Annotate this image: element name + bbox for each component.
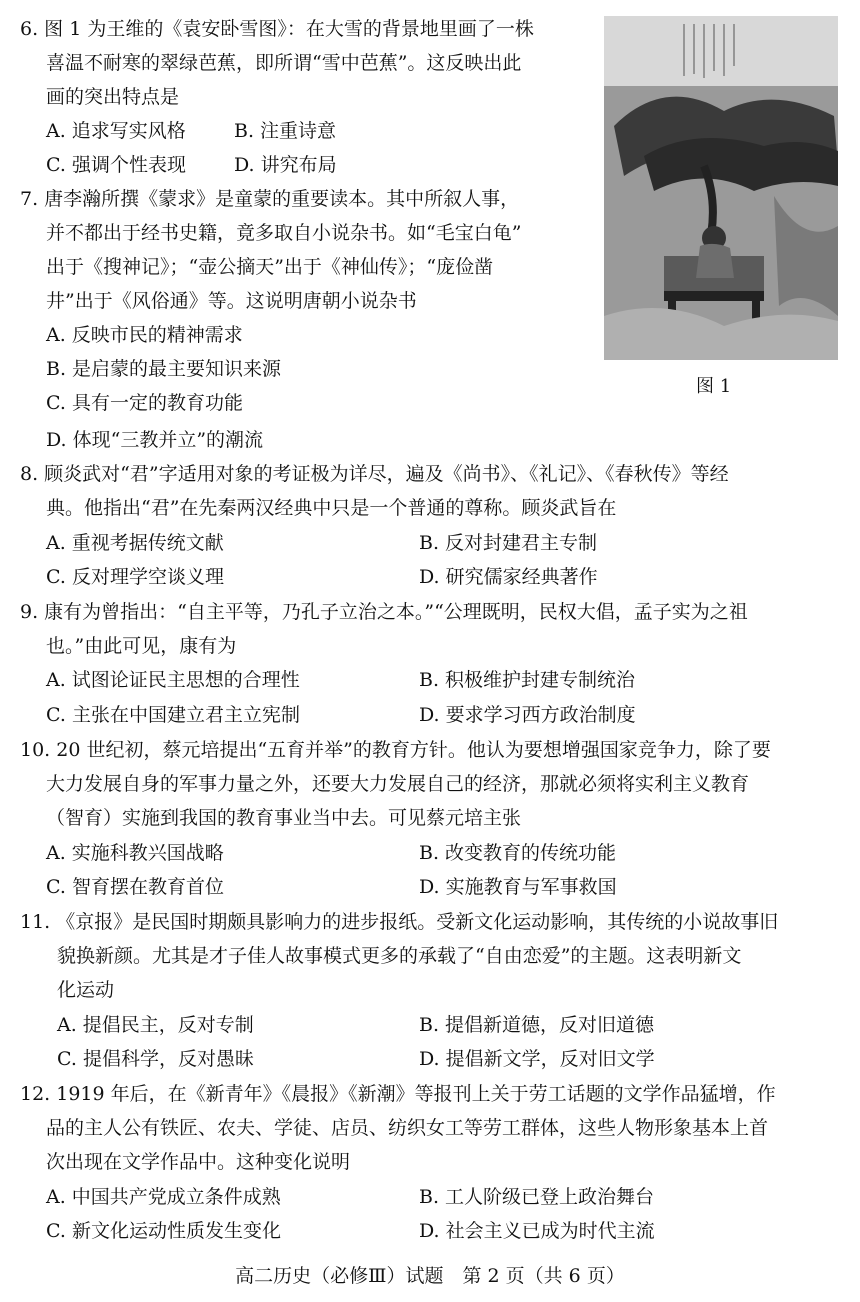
painting-figure [604,16,838,360]
q9-option-a: A. 试图论证民主思想的合理性 [46,669,300,691]
q12-option-b: B. 工人阶级已登上政治舞台 [419,1186,655,1208]
q11-option-c: C. 提倡科学，反对愚昧 [57,1048,254,1070]
q7-option-a: A. 反映市民的精神需求 [46,324,243,346]
q11-stem-line-2: 貌换新颜。尤其是才子佳人故事模式更多的承载了“自由恋爱”的主题。这表明新文 [57,945,742,967]
q8-stem-line-1: 8. 顾炎武对“君”字适用对象的考证极为详尽，遍及《尚书》、《礼记》、《春秋传》等经 [20,463,729,485]
q11-option-a: A. 提倡民主，反对专制 [57,1014,254,1036]
q10-stem-line-3: （智育）实施到我国的教育事业当中去。可见蔡元培主张 [46,807,522,829]
q6-stem-line-2: 喜温不耐寒的翠绿芭蕉，即所谓“雪中芭蕉”。这反映出此 [46,52,522,74]
q7-option-b: B. 是启蒙的最主要知识来源 [46,358,282,380]
q7-option-d: D. 体现“三教并立”的潮流 [46,429,264,451]
q12-stem-line-3: 次出现在文学作品中。这种变化说明 [46,1151,351,1173]
q9-stem-line-1: 9. 康有为曾指出：“自主平等，乃孔子立治之本。”“公理既明，民权大倡，孟子实为之祖 [20,601,748,623]
q12-stem-line-1: 12. 1919 年后，在《新青年》《晨报》《新潮》等报刊上关于劳工话题的文学作品猛增，作 [20,1083,776,1105]
q7-stem-line-3: 出于《搜神记》；“壶公摘天”出于《神仙传》；“庞俭凿 [46,256,494,278]
q12-option-a: A. 中国共产党成立条件成熟 [46,1186,281,1208]
q6-option-b: B. 注重诗意 [234,120,337,142]
q6-option-a: A. 追求写实风格 [46,120,186,142]
q7-stem-line-2: 并不都出于经书史籍，竟多取自小说杂书。如“毛宝白龟” [46,222,522,244]
q12-option-c: C. 新文化运动性质发生变化 [46,1220,281,1242]
q6-stem-line-3: 画的突出特点是 [46,86,180,108]
q6-option-d: D. 讲究布局 [234,154,337,176]
q7-stem-line-1: 7. 唐李瀚所撰《蒙求》是童蒙的重要读本。其中所叙人事， [20,188,520,210]
q9-option-d: D. 要求学习西方政治制度 [419,704,636,726]
q8-option-b: B. 反对封建君主专制 [419,532,598,554]
figure-caption: 图 1 [696,376,732,397]
q10-option-b: B. 改变教育的传统功能 [419,842,617,864]
q10-option-a: A. 实施科教兴国战略 [46,842,224,864]
q11-option-b: B. 提倡新道德，反对旧道德 [419,1014,655,1036]
q10-stem-line-2: 大力发展自身的军事力量之外，还要大力发展自己的经济，那就必须将实利主义教育 [46,773,750,795]
q9-option-b: B. 积极维护封建专制统治 [419,669,636,691]
q7-option-c: C. 具有一定的教育功能 [46,392,243,414]
q12-option-d: D. 社会主义已成为时代主流 [419,1220,655,1242]
q7-stem-line-4: 井”出于《风俗通》等。这说明唐朝小说杂书 [46,290,417,312]
q11-stem-line-3: 化运动 [57,979,115,1001]
q10-option-c: C. 智育摆在教育首位 [46,876,224,898]
q9-option-c: C. 主张在中国建立君主立宪制 [46,704,300,726]
q12-stem-line-2: 品的主人公有铁匠、农夫、学徒、店员、纺织女工等劳工群体，这些人物形象基本上首 [46,1117,769,1139]
q8-stem-line-2: 典。他指出“君”在先秦两汉经典中只是一个普通的尊称。顾炎武旨在 [46,497,617,519]
q11-stem-line-1: 11. 《京报》是民国时期颇具影响力的进步报纸。受新文化运动影响，其传统的小说故事旧 [20,911,779,933]
q8-option-a: A. 重视考据传统文献 [46,532,224,554]
q10-option-d: D. 实施教育与军事救国 [419,876,617,898]
q10-stem-line-1: 10. 20 世纪初，蔡元培提出“五育并举”的教育方针。他认为要想增强国家竞争力，除了要 [20,739,771,761]
q8-option-d: D. 研究儒家经典著作 [419,566,598,588]
q9-stem-line-2: 也。”由此可见，康有为 [46,635,237,657]
q11-option-d: D. 提倡新文学，反对旧文学 [419,1048,655,1070]
painting-image [604,16,838,360]
q6-stem-line-1: 6. 图 1 为王维的《袁安卧雪图》：在大雪的背景地里画了一株 [20,18,534,40]
q6-option-c: C. 强调个性表现 [46,154,186,176]
q8-option-c: C. 反对理学空谈义理 [46,566,224,588]
page-footer: 高二历史（必修Ⅲ）试题 第 2 页（共 6 页） [235,1265,625,1287]
